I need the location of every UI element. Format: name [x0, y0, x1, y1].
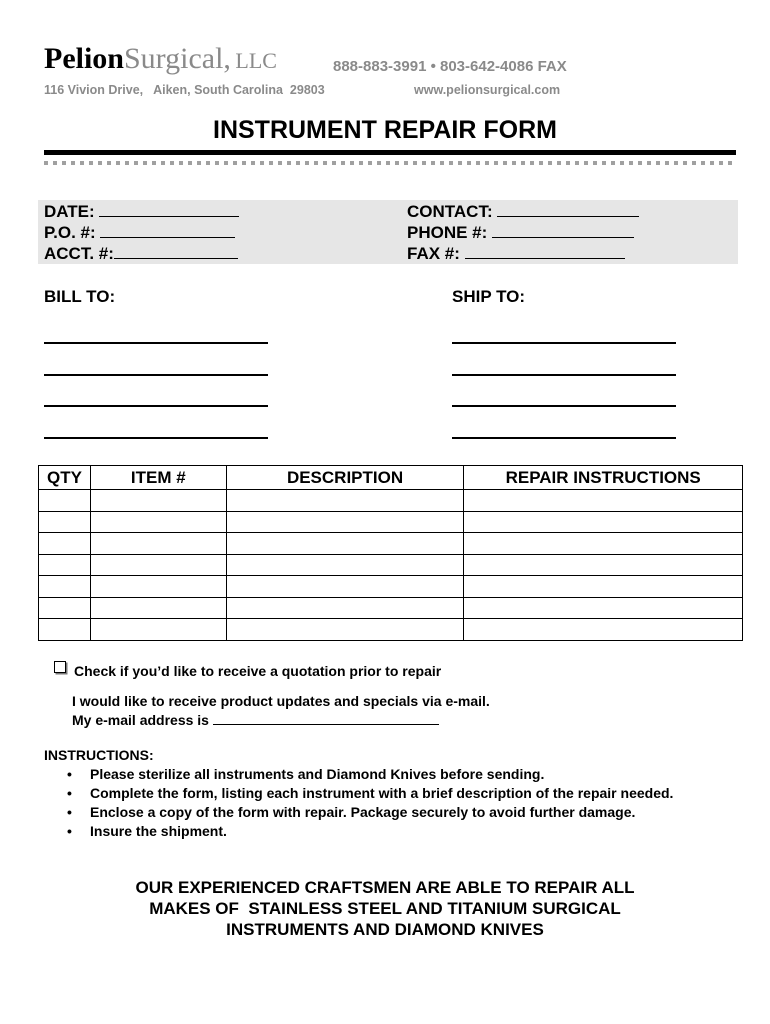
table-row — [39, 619, 743, 641]
qty-cell[interactable] — [39, 619, 91, 641]
qty-cell[interactable] — [39, 490, 91, 512]
fax-input-line[interactable] — [465, 244, 625, 259]
phone-label: PHONE #: — [407, 223, 488, 242]
item-number-header: ITEM # — [90, 466, 226, 490]
qty-cell[interactable] — [39, 511, 91, 533]
description-cell[interactable] — [226, 576, 464, 598]
qty-header: QTY — [39, 466, 91, 490]
date-input-line[interactable] — [99, 202, 239, 217]
qty-cell[interactable] — [39, 533, 91, 555]
updates-text: I would like to receive product updates and specials via e-mail. — [72, 693, 490, 709]
bullet-icon: • — [67, 785, 72, 801]
table-row — [39, 533, 743, 555]
instruction-text: Insure the shipment. — [90, 823, 227, 839]
po-field — [44, 223, 235, 243]
email-label: My e-mail address is — [72, 712, 209, 728]
table-row — [39, 490, 743, 512]
instructions-cell[interactable] — [464, 554, 743, 576]
list-item — [67, 785, 673, 804]
item-cell[interactable] — [90, 597, 226, 619]
description-header: DESCRIPTION — [226, 466, 464, 490]
contact-label: CONTACT: — [407, 202, 493, 221]
ship-to-line[interactable] — [452, 437, 676, 439]
form-title: INSTRUMENT REPAIR FORM — [213, 116, 557, 144]
dotted-divider — [44, 161, 736, 165]
description-cell[interactable] — [226, 533, 464, 555]
bullet-icon: • — [67, 804, 72, 820]
ship-to-line[interactable] — [452, 405, 676, 407]
repair-instructions-header: REPAIR INSTRUCTIONS — [464, 466, 743, 490]
repair-items-table — [38, 465, 743, 641]
footer-statement — [0, 877, 770, 940]
fax-field — [407, 244, 625, 264]
instruction-text: Please sterilize all instruments and Diamond Knives before sending. — [90, 766, 545, 782]
quotation-checkbox[interactable] — [54, 661, 66, 673]
instructions-list — [67, 766, 673, 842]
acct-field — [44, 244, 238, 264]
email-input-line[interactable] — [213, 712, 439, 725]
footer-line: MAKES OF STAINLESS STEEL AND TITANIUM SURGICAL — [149, 899, 621, 918]
bill-to-line[interactable] — [44, 374, 268, 376]
description-cell[interactable] — [226, 619, 464, 641]
bullet-icon: • — [67, 823, 72, 839]
date-field — [44, 202, 239, 222]
ship-to-line[interactable] — [452, 374, 676, 376]
table-row — [39, 597, 743, 619]
contact-field — [407, 202, 639, 222]
description-cell[interactable] — [226, 490, 464, 512]
ship-to-line[interactable] — [452, 342, 676, 344]
company-website: www.pelionsurgical.com — [414, 83, 561, 97]
instruction-text: Enclose a copy of the form with repair. Package securely to avoid further damage. — [90, 804, 636, 820]
instructions-cell[interactable] — [464, 511, 743, 533]
qty-cell[interactable] — [39, 597, 91, 619]
qty-cell[interactable] — [39, 576, 91, 598]
company-phone: 888-883-3991 • 803-642-4086 FAX — [333, 58, 567, 75]
quotation-check-label: Check if you’d like to receive a quotation prior to repair — [74, 663, 442, 679]
bill-to-label: BILL TO: — [44, 287, 116, 306]
brand-name-light: Surgical, — [124, 42, 231, 75]
item-cell[interactable] — [90, 576, 226, 598]
bullet-icon: • — [67, 766, 72, 782]
acct-label: ACCT. #: — [44, 244, 114, 263]
item-cell[interactable] — [90, 490, 226, 512]
fax-label: FAX #: — [407, 244, 460, 263]
description-cell[interactable] — [226, 554, 464, 576]
phone-input-line[interactable] — [492, 223, 634, 238]
table-row — [39, 554, 743, 576]
company-address: 116 Vivion Drive, Aiken, South Carolina 29803 — [44, 83, 325, 97]
table-row — [39, 576, 743, 598]
brand-name-bold: Pelion — [44, 42, 124, 75]
footer-line: INSTRUMENTS AND DIAMOND KNIVES — [226, 920, 544, 939]
item-cell[interactable] — [90, 619, 226, 641]
description-cell[interactable] — [226, 597, 464, 619]
list-item — [67, 823, 673, 842]
item-cell[interactable] — [90, 554, 226, 576]
email-field — [72, 712, 439, 728]
list-item — [67, 804, 673, 823]
bill-to-line[interactable] — [44, 342, 268, 344]
acct-input-line[interactable] — [114, 244, 238, 259]
phone-field — [407, 223, 634, 243]
instructions-heading: INSTRUCTIONS: — [44, 747, 154, 763]
bill-to-line[interactable] — [44, 405, 268, 407]
brand-llc: LLC — [235, 48, 277, 73]
title-rule — [44, 150, 736, 155]
qty-cell[interactable] — [39, 554, 91, 576]
description-cell[interactable] — [226, 511, 464, 533]
table-row — [39, 511, 743, 533]
instructions-cell[interactable] — [464, 619, 743, 641]
po-input-line[interactable] — [100, 223, 235, 238]
item-cell[interactable] — [90, 533, 226, 555]
po-label: P.O. #: — [44, 223, 96, 242]
bill-to-line[interactable] — [44, 437, 268, 439]
footer-line: OUR EXPERIENCED CRAFTSMEN ARE ABLE TO REPAIR ALL — [135, 878, 635, 897]
ship-to-label: SHIP TO: — [452, 287, 526, 306]
contact-input-line[interactable] — [497, 202, 639, 217]
instructions-cell[interactable] — [464, 533, 743, 555]
date-label: DATE: — [44, 202, 95, 221]
list-item — [67, 766, 673, 785]
item-cell[interactable] — [90, 511, 226, 533]
instructions-cell[interactable] — [464, 490, 743, 512]
instruction-text: Complete the form, listing each instrument with a brief description of the repair needed. — [90, 785, 674, 801]
table-header-row — [39, 466, 743, 490]
instructions-cell[interactable] — [464, 576, 743, 598]
company-logo — [44, 42, 277, 76]
instructions-cell[interactable] — [464, 597, 743, 619]
